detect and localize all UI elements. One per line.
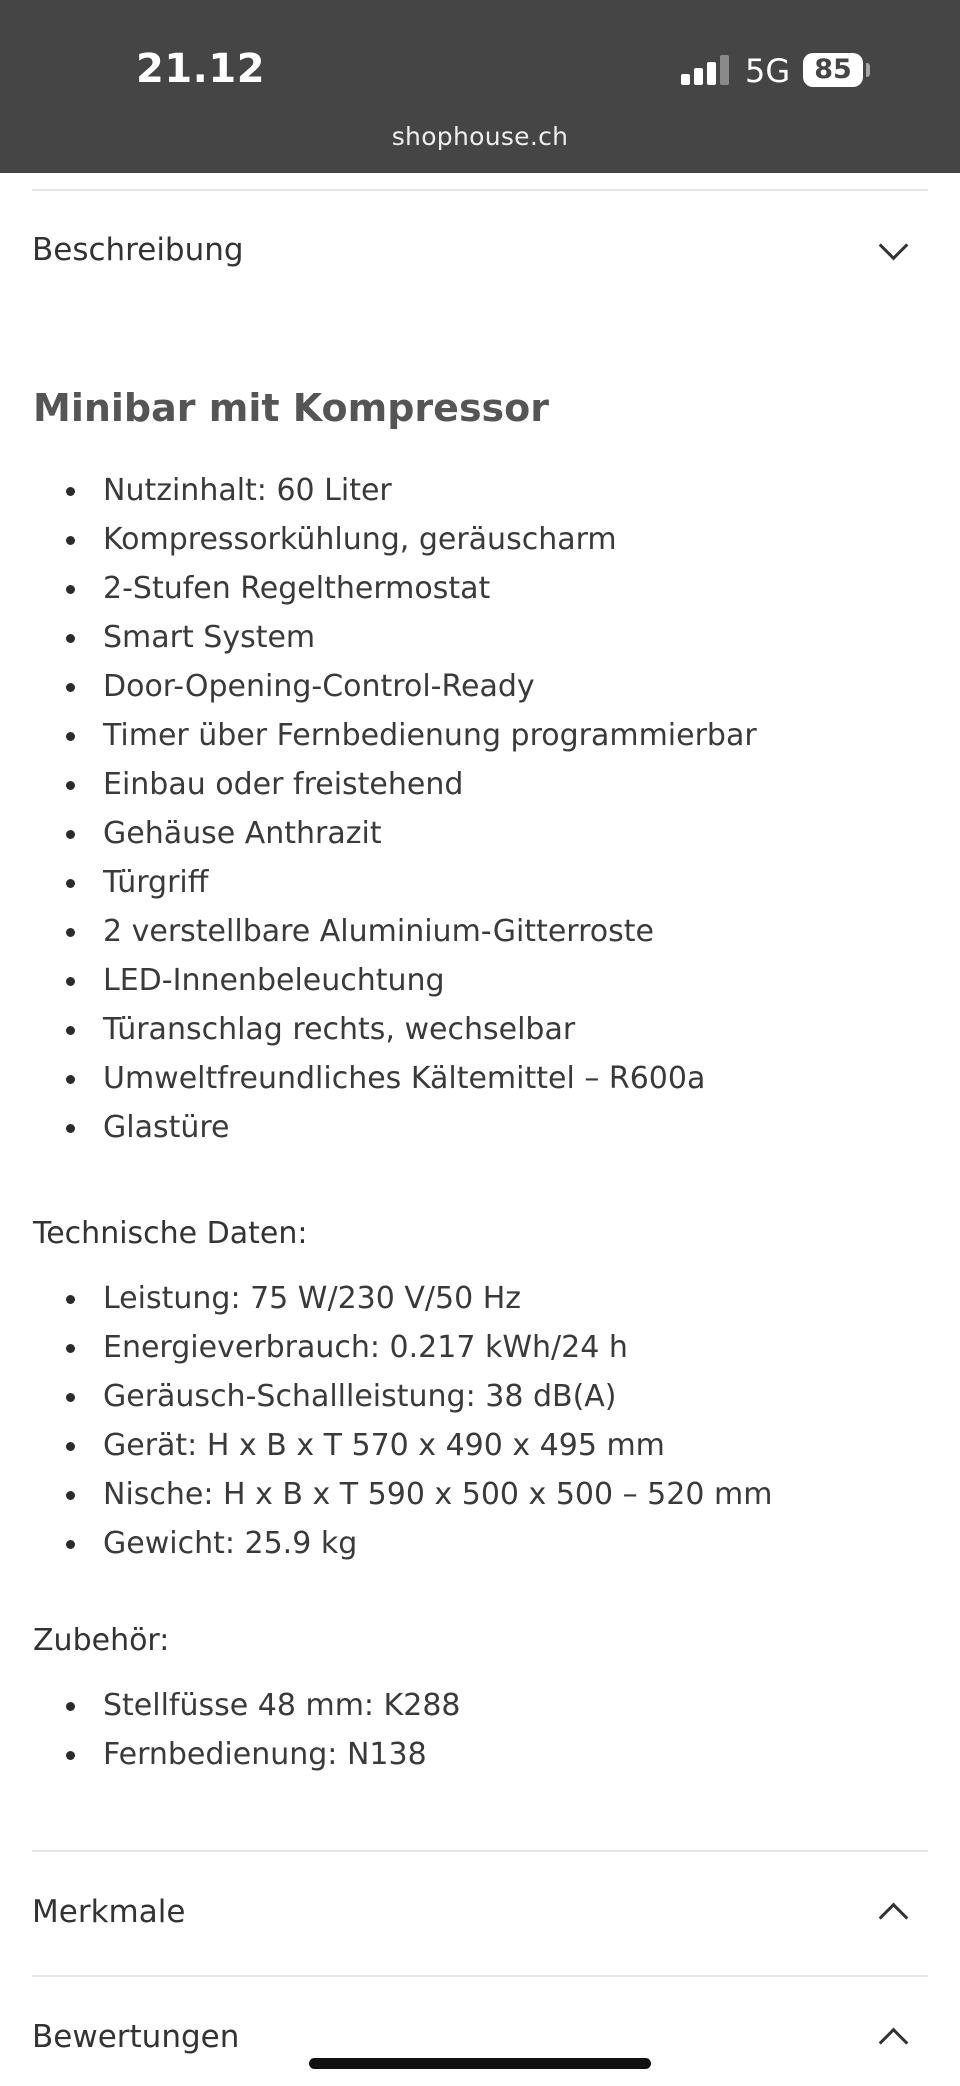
status-time: 21.12	[136, 46, 266, 92]
cellular-signal-icon	[681, 55, 729, 85]
accordion-description-header[interactable]	[32, 214, 928, 286]
description-panel	[33, 378, 923, 1779]
tech-specs-heading: Technische Daten:	[33, 1216, 308, 1251]
list-item: Umweltfreundliches Kältemittel – R600a	[33, 1054, 923, 1103]
chevron-down-icon	[879, 230, 909, 260]
feature-list	[33, 466, 923, 1152]
list-item: Geräusch-Schallleistung: 38 dB(A)	[33, 1372, 923, 1421]
list-item: Nutzinhalt: 60 Liter	[33, 466, 923, 515]
list-item: 2 verstellbare Aluminium-Gitterroste	[33, 907, 923, 956]
list-item: Gerät: H x B x T 570 x 490 x 495 mm	[33, 1421, 923, 1470]
list-item: Timer über Fernbedienung programmierbar	[33, 711, 923, 760]
network-type: 5G	[745, 52, 791, 90]
divider	[32, 1975, 928, 1977]
home-indicator[interactable]	[309, 2058, 651, 2069]
list-item: LED-Innenbeleuchtung	[33, 956, 923, 1005]
accessories-heading: Zubehör:	[33, 1623, 170, 1658]
tech-specs-list	[33, 1274, 923, 1568]
list-item: Gehäuse Anthrazit	[33, 809, 923, 858]
list-item: Stellfüsse 48 mm: K288	[33, 1681, 923, 1730]
accordion-features-header[interactable]	[32, 1876, 928, 1948]
list-item: Door-Opening-Control-Ready	[33, 662, 923, 711]
list-item: Türgriff	[33, 858, 923, 907]
list-item: Gewicht: 25.9 kg	[33, 1519, 923, 1568]
divider	[32, 189, 928, 191]
list-item: Smart System	[33, 613, 923, 662]
list-item: Türanschlag rechts, wechselbar	[33, 1005, 923, 1054]
accordion-reviews-label: Bewertungen	[32, 2019, 240, 2055]
battery-icon: 85	[803, 53, 863, 87]
divider	[32, 1850, 928, 1852]
product-title: Minibar mit Kompressor	[33, 386, 550, 430]
status-bar	[0, 0, 960, 173]
chevron-up-icon	[879, 2027, 909, 2057]
list-item: Leistung: 75 W/230 V/50 Hz	[33, 1274, 923, 1323]
list-item: 2-Stufen Regelthermostat	[33, 564, 923, 613]
list-item: Energieverbrauch: 0.217 kWh/24 h	[33, 1323, 923, 1372]
battery-tip	[866, 63, 870, 77]
list-item: Einbau oder freistehend	[33, 760, 923, 809]
list-item: Kompressorkühlung, geräuscharm	[33, 515, 923, 564]
accessories-list	[33, 1681, 923, 1779]
list-item: Fernbedienung: N138	[33, 1730, 923, 1779]
accordion-features-label: Merkmale	[32, 1894, 186, 1930]
accordion-description-label: Beschreibung	[32, 232, 244, 268]
list-item: Nische: H x B x T 590 x 500 x 500 – 520 mm	[33, 1470, 923, 1519]
address-bar-url[interactable]: shophouse.ch	[391, 122, 569, 151]
chevron-up-icon	[879, 1902, 909, 1932]
list-item: Glastüre	[33, 1103, 923, 1152]
